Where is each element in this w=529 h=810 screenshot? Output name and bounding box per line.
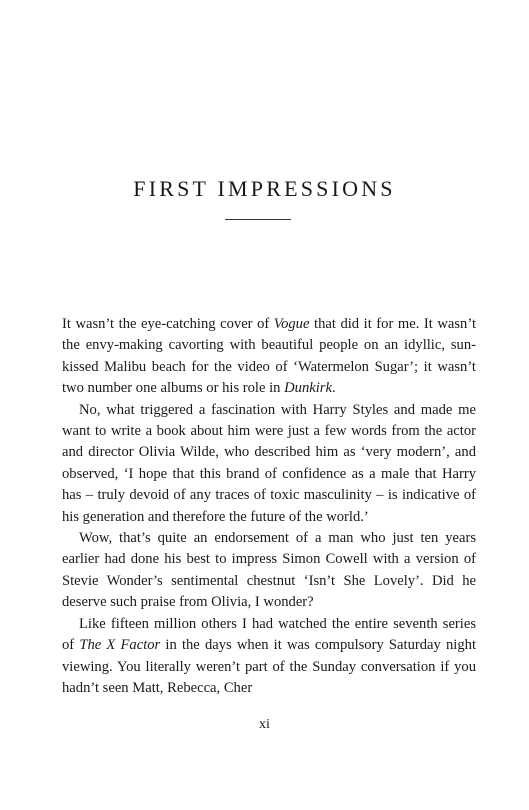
paragraph-1-text-a: It wasn’t the eye-catching cover of [62, 316, 274, 332]
paragraph-1 [62, 314, 476, 400]
paragraph-1-text-b: that did it for me. It wasn’t the envy-making cavorting with beautiful people on an idyllic, sun-kissed Malibu beach for the video of ‘Watermelon Sugar’; it wasn’t two number one albums or his role in [62, 316, 477, 397]
paragraph-4-text-b: in the days when it was compulsory Saturday night viewing. You literally weren’t part of the Sunday conversation if you hadn’t seen Matt, Rebecca, Cher [62, 637, 476, 696]
title-rule [225, 219, 291, 220]
body-text [62, 314, 476, 699]
page-number: xi [259, 717, 270, 732]
paragraph-4-text-a: Like fifteen million others I had watched the entire seventh series of [62, 615, 476, 654]
paragraph-1-italic-a: Vogue [273, 316, 310, 332]
paragraph-4 [62, 614, 476, 700]
paragraph-4-italic-a: The X Factor [79, 637, 161, 654]
paragraph-1-italic-b: Dunkirk [284, 380, 332, 397]
paragraph-1-text-c: . [331, 380, 336, 397]
chapter-title: FIRST IMPRESSIONS [133, 176, 396, 201]
paragraph-2: No, what triggered a fascination with Harry Styles and made me want to write a book about him were just a few words from the actor and director Olivia Wilde, who described him as ‘very modern’, and observed, ‘I hope that this brand of confidence as a male that Harry has – truly devoid of any traces of toxic masculinity – is indicative of his generation and therefore the future of the world.’ [62, 401, 476, 525]
paragraph-3: Wow, that’s quite an endorsement of a man who just ten years earlier had done his best to impress Simon Cowell with a version of Stevie Wonder’s sentimental chestnut ‘Isn’t She Lovely’. Did he deserve such praise from Olivia, I wonder? [62, 530, 476, 611]
